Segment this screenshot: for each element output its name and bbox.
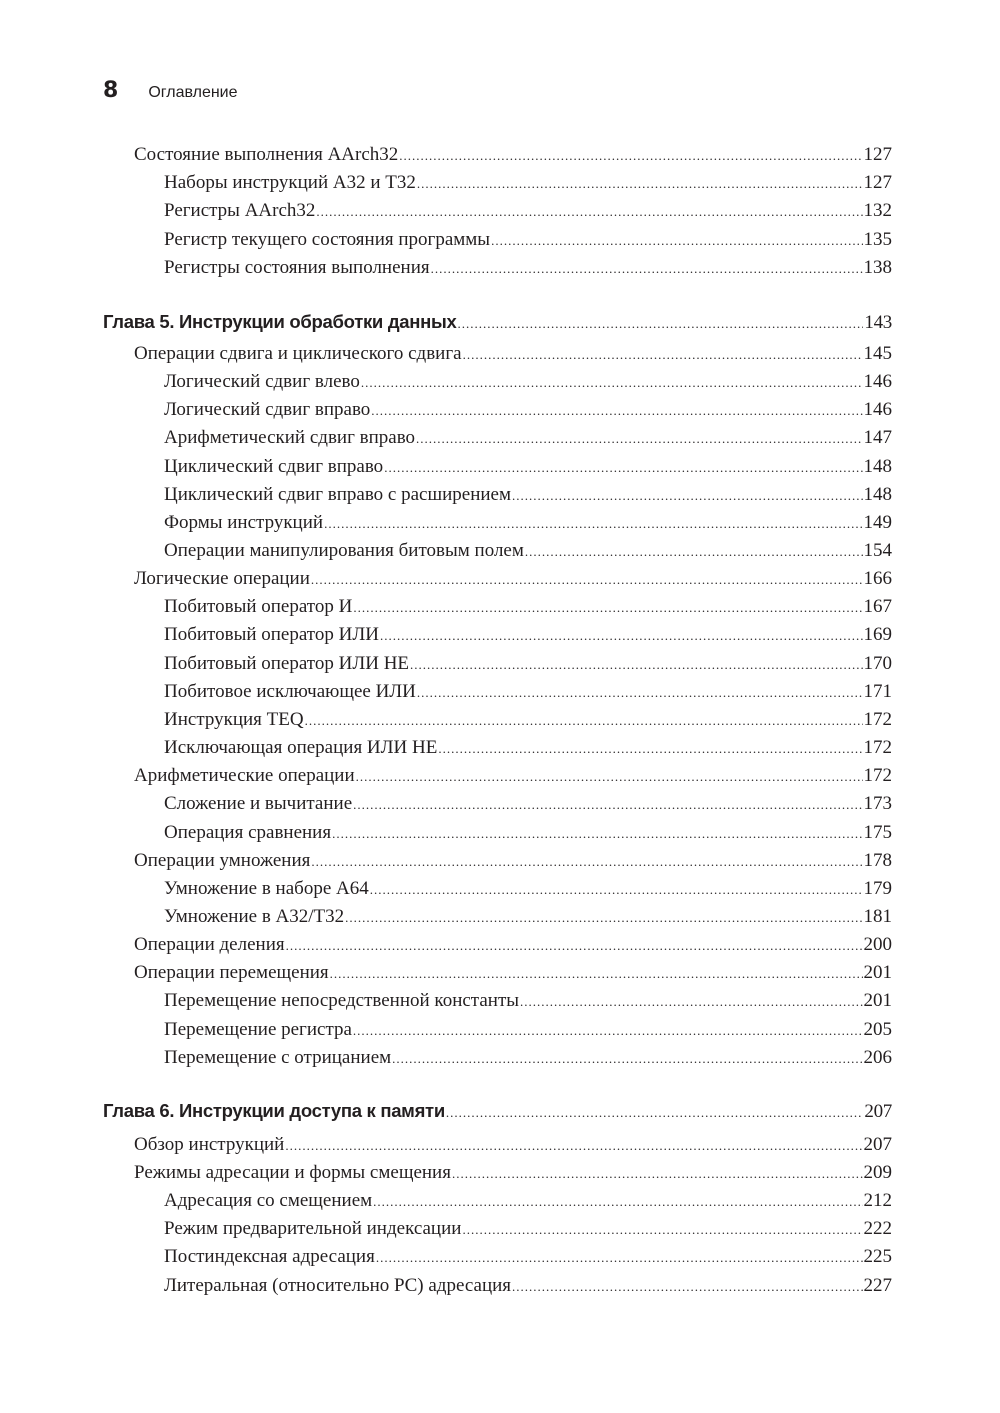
toc-dot-leader bbox=[345, 906, 862, 930]
toc-entry-title: Перемещение с отрицанием bbox=[164, 1047, 392, 1068]
toc-entry-page: 167 bbox=[863, 596, 892, 617]
toc-entry bbox=[134, 764, 892, 789]
toc-entry bbox=[164, 511, 892, 536]
toc-entry bbox=[164, 989, 892, 1014]
toc-entry-page: 127 bbox=[863, 172, 892, 193]
toc-entry bbox=[164, 652, 892, 677]
toc-dot-leader bbox=[332, 822, 862, 846]
toc-dot-leader bbox=[311, 850, 862, 874]
toc-dot-leader bbox=[520, 990, 862, 1014]
toc-entry bbox=[164, 708, 892, 733]
toc-entry-title: Побитовый оператор ИЛИ bbox=[164, 624, 379, 645]
toc-entry-page: 135 bbox=[863, 229, 892, 250]
toc-entry-page: 145 bbox=[863, 343, 892, 364]
toc-dot-leader bbox=[370, 878, 863, 902]
toc-entry bbox=[164, 680, 892, 705]
toc-dot-leader bbox=[417, 172, 863, 196]
toc-entry bbox=[164, 1018, 892, 1043]
toc-entry-title: Формы инструкций bbox=[164, 512, 324, 533]
toc-dot-leader bbox=[410, 653, 862, 677]
toc-entry-page: 212 bbox=[863, 1190, 892, 1211]
toc-entry-title: Побитовое исключающее ИЛИ bbox=[164, 681, 416, 702]
toc-entry-page: 178 bbox=[863, 850, 892, 871]
toc-entry-page: 173 bbox=[863, 793, 892, 814]
toc-entry bbox=[164, 1245, 892, 1270]
toc-chapter-entry bbox=[103, 1099, 892, 1125]
toc-entry-page: 206 bbox=[863, 1047, 892, 1068]
toc-dot-leader bbox=[380, 624, 863, 648]
toc-entry-page: 207 bbox=[864, 1101, 892, 1122]
toc-dot-leader bbox=[384, 456, 862, 480]
toc-entry-title: Логические операции bbox=[134, 568, 310, 589]
toc-entry-page: 166 bbox=[863, 568, 892, 589]
toc-dot-leader bbox=[373, 1190, 862, 1214]
toc-entry bbox=[164, 877, 892, 902]
toc-entry bbox=[164, 1274, 892, 1299]
toc-entry-title: Операция сравнения bbox=[164, 822, 332, 843]
toc-entry-page: 205 bbox=[863, 1019, 892, 1040]
toc-entry-page: 201 bbox=[863, 990, 892, 1011]
toc-entry-title: Обзор инструкций bbox=[134, 1134, 285, 1155]
toc-entry-page: 154 bbox=[863, 540, 892, 561]
toc-entry bbox=[164, 736, 892, 761]
toc-dot-leader bbox=[512, 484, 862, 508]
toc-entry bbox=[164, 199, 892, 224]
toc-entry bbox=[164, 1217, 892, 1242]
toc-entry-title: Литеральная (относительно PC) адресация bbox=[164, 1275, 512, 1296]
toc-entry bbox=[164, 483, 892, 508]
toc-entry bbox=[164, 539, 892, 564]
toc-entry-title: Операции манипулирования битовым полем bbox=[164, 540, 524, 561]
toc-entry-page: 149 bbox=[863, 512, 892, 533]
toc-entry-title: Наборы инструкций A32 и T32 bbox=[164, 172, 416, 193]
toc-entry-page: 201 bbox=[863, 962, 892, 983]
toc-entry-title: Циклический сдвиг вправо bbox=[164, 456, 384, 477]
running-title: Оглавление bbox=[148, 84, 238, 101]
toc-entry-title: Операции умножения bbox=[134, 850, 311, 871]
toc-entry bbox=[134, 143, 892, 168]
toc-entry-page: 172 bbox=[863, 709, 892, 730]
toc-entry bbox=[164, 370, 892, 395]
toc-entry-title: Регистры состояния выполнения bbox=[164, 257, 430, 278]
toc-entry-title: Перемещение непосредственной константы bbox=[164, 990, 520, 1011]
toc-entry-title: Перемещение регистра bbox=[164, 1019, 352, 1040]
toc-entry-page: 127 bbox=[863, 144, 892, 165]
toc-dot-leader bbox=[353, 596, 862, 620]
toc-entry-title: Постиндексная адресация bbox=[164, 1246, 375, 1267]
toc-entry bbox=[134, 933, 892, 958]
toc-dot-leader bbox=[417, 681, 863, 705]
toc-entry-page: 225 bbox=[863, 1246, 892, 1267]
toc-entry bbox=[164, 595, 892, 620]
toc-entry-page: 222 bbox=[863, 1218, 892, 1239]
toc-dot-leader bbox=[458, 312, 864, 336]
toc-entry-title: Глава 5. Инструкции обработки данных bbox=[103, 311, 457, 332]
toc-dot-leader bbox=[371, 399, 862, 423]
toc-entry bbox=[134, 961, 892, 986]
toc-entry bbox=[164, 171, 892, 196]
toc-entry-title: Инструкция TEQ bbox=[164, 709, 304, 730]
toc-dot-leader bbox=[361, 371, 863, 395]
toc-entry-title: Умножение в A32/T32 bbox=[164, 906, 345, 927]
toc-dot-leader bbox=[463, 343, 863, 367]
toc-entry-title: Арифметический сдвиг вправо bbox=[164, 427, 416, 448]
toc-entry-title: Побитовый оператор ИЛИ НЕ bbox=[164, 653, 410, 674]
toc-dot-leader bbox=[399, 144, 862, 168]
toc-entry bbox=[164, 623, 892, 648]
toc-chapter-entry bbox=[103, 310, 892, 336]
toc-dot-leader bbox=[512, 1275, 862, 1299]
toc-entry-title: Арифметические операции bbox=[134, 765, 355, 786]
toc-dot-leader bbox=[356, 765, 863, 789]
toc-entry-title: Режим предварительной индексации bbox=[164, 1218, 462, 1239]
toc-dot-leader bbox=[462, 1218, 862, 1242]
toc-dot-leader bbox=[353, 1019, 863, 1043]
toc-entry-page: 207 bbox=[863, 1134, 892, 1155]
toc-entry-title: Глава 6. Инструкции доступа к памяти bbox=[103, 1100, 445, 1121]
toc-entry bbox=[134, 849, 892, 874]
toc-dot-leader bbox=[330, 962, 863, 986]
toc-entry-title: Адресация со смещением bbox=[164, 1190, 373, 1211]
toc-entry-page: 146 bbox=[863, 399, 892, 420]
toc-entry-page: 171 bbox=[863, 681, 892, 702]
toc-dot-leader bbox=[416, 427, 862, 451]
toc-entry-title: Операции деления bbox=[134, 934, 285, 955]
toc-entry bbox=[134, 567, 892, 592]
toc-dot-leader bbox=[392, 1047, 862, 1071]
toc-entry-page: 143 bbox=[864, 312, 892, 333]
toc-entry-page: 179 bbox=[863, 878, 892, 899]
toc-dot-leader bbox=[431, 257, 863, 281]
toc-dot-leader bbox=[311, 568, 863, 592]
toc-entry bbox=[164, 905, 892, 930]
toc-entry bbox=[164, 1046, 892, 1071]
toc-dot-leader bbox=[376, 1246, 863, 1270]
toc-dot-leader bbox=[438, 737, 862, 761]
toc-entry-title: Состояние выполнения AArch32 bbox=[134, 144, 399, 165]
toc-dot-leader bbox=[452, 1162, 863, 1186]
toc-entry-page: 147 bbox=[863, 427, 892, 448]
toc-entry-title: Режимы адресации и формы смещения bbox=[134, 1162, 451, 1183]
toc-entry-page: 227 bbox=[863, 1275, 892, 1296]
toc-entry-page: 148 bbox=[863, 456, 892, 477]
toc-entry-title: Исключающая операция ИЛИ НЕ bbox=[164, 737, 438, 758]
toc-entry-page: 169 bbox=[863, 624, 892, 645]
toc-entry-title: Логический сдвиг вправо bbox=[164, 399, 371, 420]
toc-entry-title: Сложение и вычитание bbox=[164, 793, 353, 814]
toc-entry-title: Побитовый оператор И bbox=[164, 596, 353, 617]
toc-entry-page: 172 bbox=[863, 737, 892, 758]
page-header bbox=[103, 78, 238, 103]
toc-entry-title: Операции сдвига и циклического сдвига bbox=[134, 343, 462, 364]
toc-dot-leader bbox=[286, 934, 863, 958]
toc-entry bbox=[164, 256, 892, 281]
toc-entry bbox=[164, 398, 892, 423]
toc-entry bbox=[164, 792, 892, 817]
toc-dot-leader bbox=[305, 709, 863, 733]
toc-entry-page: 200 bbox=[863, 934, 892, 955]
toc-entry bbox=[164, 821, 892, 846]
toc-entry bbox=[134, 1133, 892, 1158]
toc-entry-page: 181 bbox=[863, 906, 892, 927]
toc-dot-leader bbox=[316, 200, 862, 224]
toc-entry-page: 170 bbox=[863, 653, 892, 674]
toc-entry-page: 148 bbox=[863, 484, 892, 505]
toc-dot-leader bbox=[525, 540, 863, 564]
toc-dot-leader bbox=[324, 512, 862, 536]
toc-dot-leader bbox=[446, 1101, 863, 1125]
toc-dot-leader bbox=[285, 1134, 862, 1158]
toc-entry bbox=[134, 342, 892, 367]
toc-entry-title: Логический сдвиг влево bbox=[164, 371, 360, 392]
toc-entry-page: 138 bbox=[863, 257, 892, 278]
toc-entry bbox=[164, 228, 892, 253]
toc-entry bbox=[164, 455, 892, 480]
toc-entry-page: 209 bbox=[863, 1162, 892, 1183]
toc-entry-title: Циклический сдвиг вправо с расширением bbox=[164, 484, 512, 505]
page-number: 8 bbox=[103, 78, 119, 103]
toc-entry-title: Регистры AArch32 bbox=[164, 200, 316, 221]
toc-entry-page: 146 bbox=[863, 371, 892, 392]
toc-entry-page: 172 bbox=[863, 765, 892, 786]
toc-entry bbox=[134, 1161, 892, 1186]
toc-entry-title: Умножение в наборе A64 bbox=[164, 878, 369, 899]
toc-dot-leader bbox=[353, 793, 862, 817]
toc-dot-leader bbox=[491, 229, 862, 253]
toc-entry-page: 132 bbox=[863, 200, 892, 221]
toc-entry-page: 175 bbox=[863, 822, 892, 843]
toc-entry-title: Регистр текущего состояния программы bbox=[164, 229, 491, 250]
toc-entry bbox=[164, 426, 892, 451]
toc-entry-title: Операции перемещения bbox=[134, 962, 329, 983]
toc-entry bbox=[164, 1189, 892, 1214]
